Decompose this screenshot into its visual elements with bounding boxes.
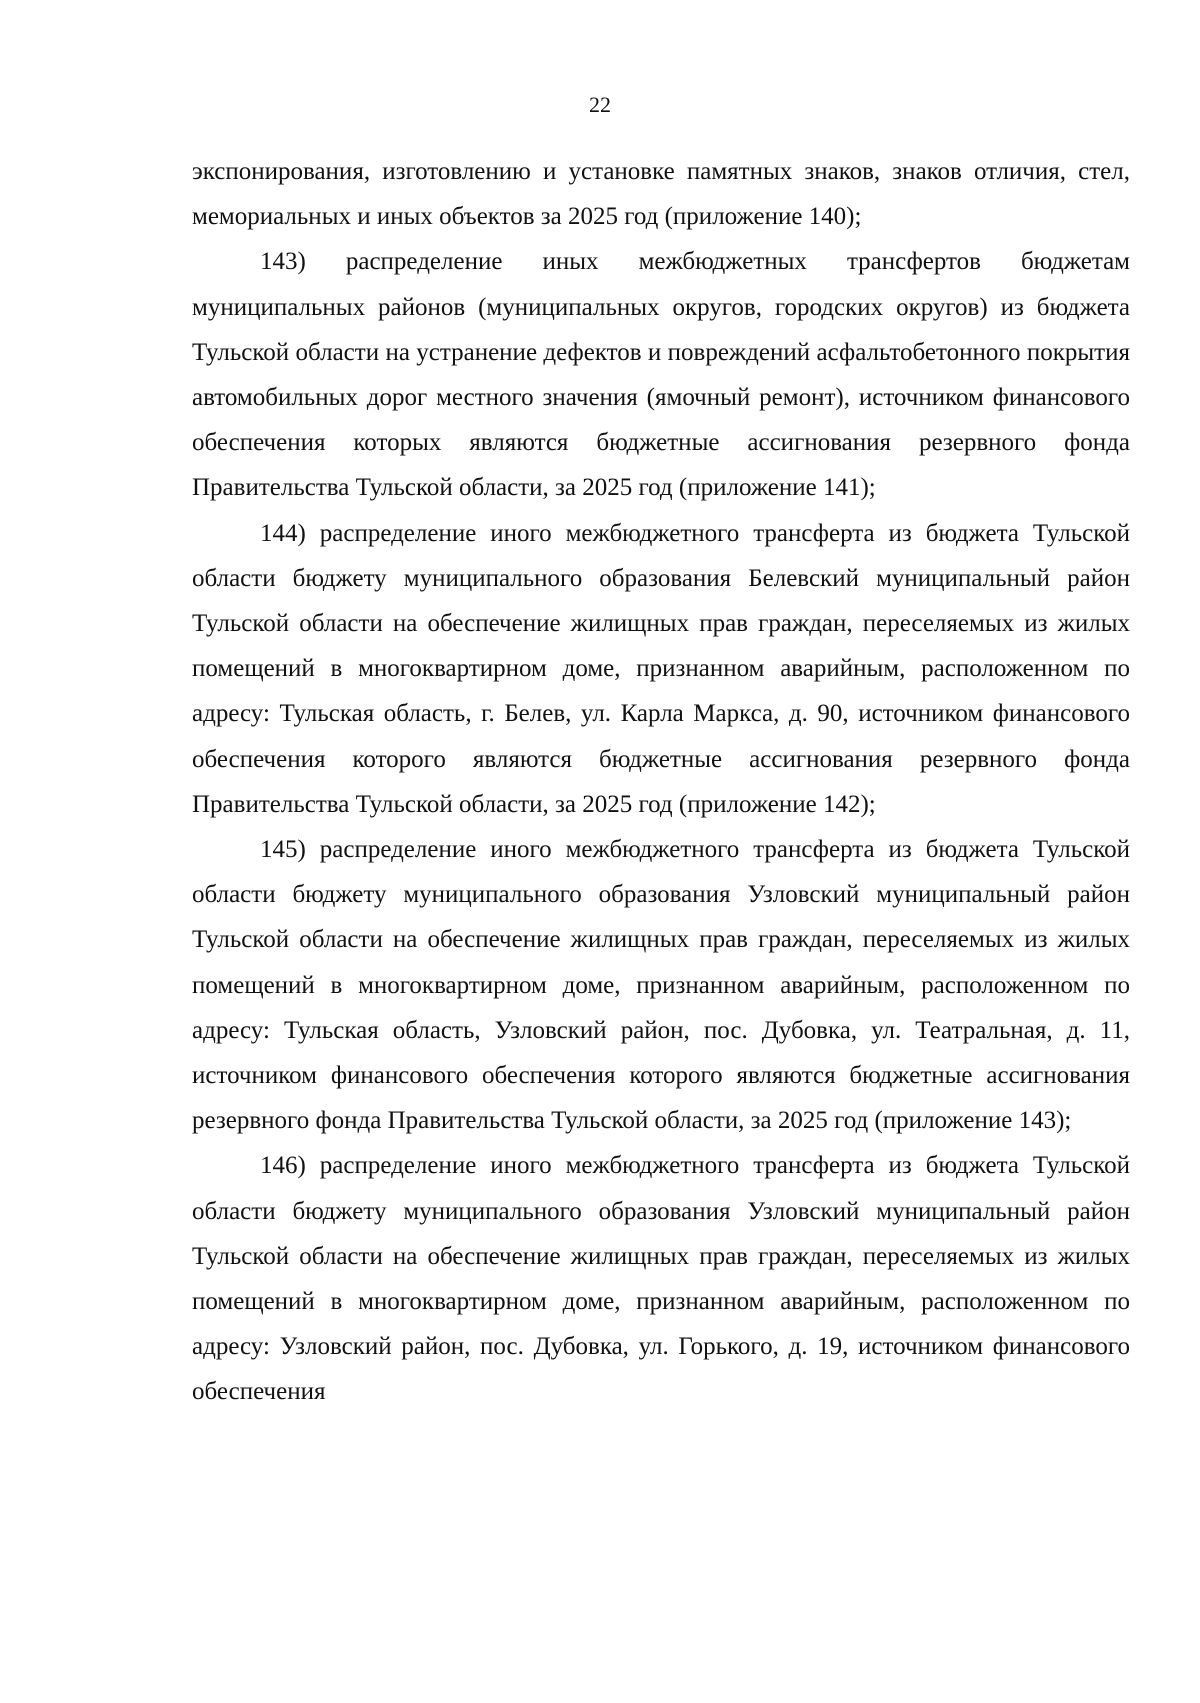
page-number: 22: [589, 92, 611, 117]
paragraph-continuation: экспонирования, изготовлению и установке памятных знаков, знаков отличия, стел, мемориальных и иных объектов за 2025 год (приложение 140);: [192, 158, 1130, 231]
document-body: [192, 149, 1130, 1415]
paragraph-item-143: 143) распределение иных межбюджетных трансфертов бюджетам муниципальных районов (муниципальных округов, городских округов) из бюджета Тульской области на устранение дефектов и повреждений асфальтобетонного покрытия автомобильных дорог местного значения (ямочный ремонт), источником финансового обеспечения которых являются бюджетные ассигнования резервного фонда Правительства Тульской области, за 2025 год (приложение 141);: [192, 248, 1130, 502]
paragraph-item-144: 144) распределение иного межбюджетного трансферта из бюджета Тульской области бюджету муниципального образования Белевский муниципальный район Тульской области на обеспечение жилищных прав граждан, переселяемых из жилых помещений в многоквартирном доме, признанном аварийным, расположенном по адресу: Тульская область, г. Белев, ул. Карла Маркса, д. 90, источником финансового обеспечения которого являются бюджетные ассигнования резервного фонда Правительства Тульской области, за 2025 год (приложение 142);: [192, 519, 1130, 818]
paragraph-item-146: 146) распределение иного межбюджетного трансферта из бюджета Тульской области бюджету муниципального образования Узловский муниципальный район Тульской области на обеспечение жилищных прав граждан, переселяемых из жилых помещений в многоквартирном доме, признанном аварийным, расположенном по адресу: Узловский район, пос. Дубовка, ул. Горького, д. 19, источником финансового обеспечения: [192, 1152, 1130, 1406]
paragraph-item-145: 145) распределение иного межбюджетного трансферта из бюджета Тульской области бюджету муниципального образования Узловский муниципальный район Тульской области на обеспечение жилищных прав граждан, переселяемых из жилых помещений в многоквартирном доме, признанном аварийным, расположенном по адресу: Тульская область, Узловский район, пос. Дубовка, ул. Театральная, д. 11, источником финансового обеспечения которого являются бюджетные ассигнования резервного фонда Правительства Тульской области, за 2025 год (приложение 143);: [192, 836, 1130, 1135]
